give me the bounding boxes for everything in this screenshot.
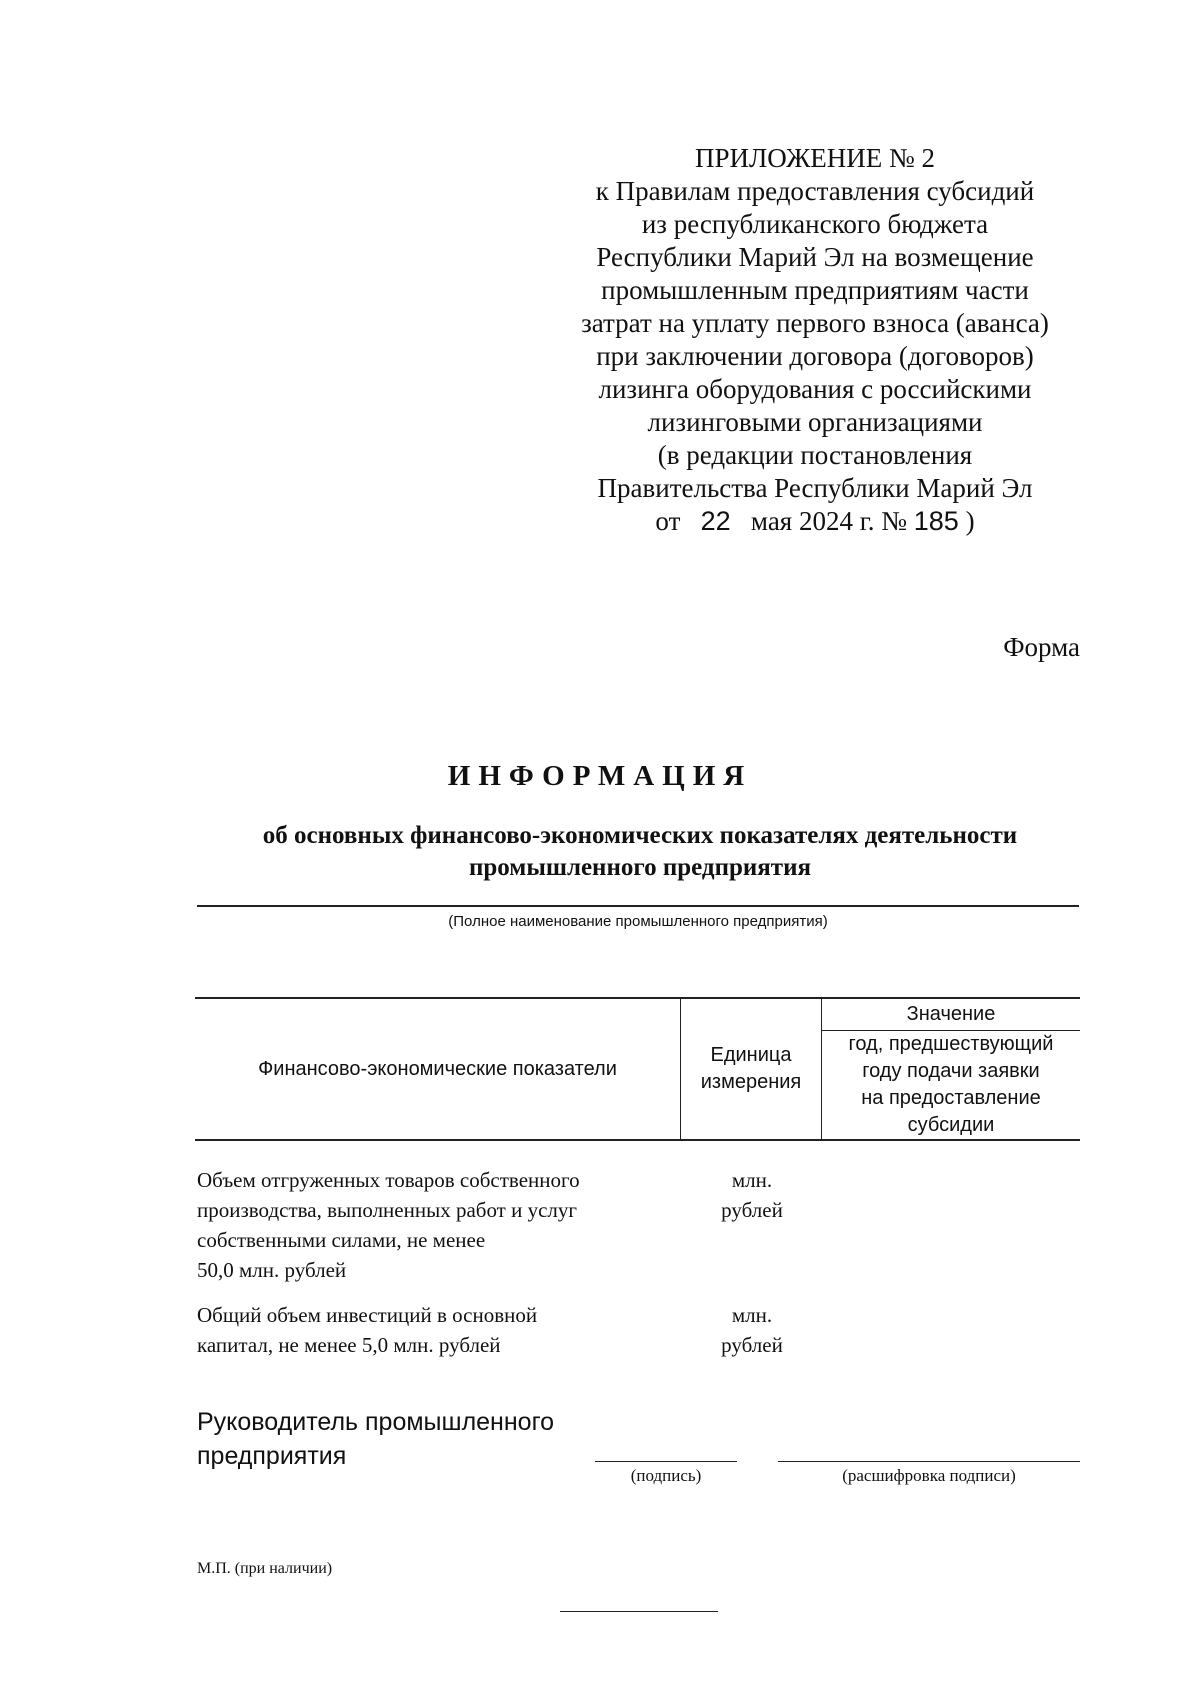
- signature-caption: (подпись): [630, 1466, 702, 1485]
- appendix-title: ПРИЛОЖЕНИЕ № 2: [694, 143, 936, 173]
- appendix-block: [560, 142, 1070, 538]
- header-indicator: Финансово-экономические показатели: [195, 998, 681, 1140]
- stamp-note: М.П. (при наличии): [197, 1560, 333, 1577]
- indicator-line: собственными силами, не менее: [197, 1228, 486, 1252]
- indicator-line: капитал, не менее 5,0 млн. рублей: [197, 1333, 501, 1357]
- header-value: Значение: [822, 998, 1081, 1031]
- unit-line: млн.: [731, 1168, 773, 1192]
- document-subtitle: [190, 820, 1090, 884]
- appendix-line: из республиканского бюджета: [641, 209, 989, 239]
- date-day: 22: [700, 506, 731, 536]
- enterprise-name-caption: (Полное наименование промышленного предприятия): [448, 913, 828, 930]
- indicator-line: 50,0 млн. рублей: [197, 1258, 347, 1282]
- date-suffix: ): [965, 506, 975, 536]
- row-indicator: [197, 1300, 657, 1360]
- document-title: ИНФОРМАЦИЯ: [447, 760, 753, 792]
- unit-line: млн.: [731, 1303, 773, 1327]
- header-year-line: субсидии: [907, 1114, 995, 1136]
- signer-title: [197, 1405, 554, 1473]
- appendix-line: лизинговыми организациями: [647, 407, 983, 437]
- row-indicator: [197, 1165, 657, 1285]
- header-year-line: на предоставление: [861, 1087, 1041, 1109]
- appendix-line: при заключении договора (договоров): [596, 341, 1034, 371]
- appendix-line: к Правилам предоставления субсидий: [595, 176, 1035, 206]
- indicators-table: [195, 997, 1080, 1141]
- decoding-caption: (расшифровка подписи): [842, 1466, 1016, 1485]
- form-label: Форма: [1003, 632, 1080, 662]
- signature-field[interactable]: [595, 1461, 737, 1462]
- row-unit: [682, 1165, 822, 1225]
- header-unit-line: измерения: [700, 1071, 802, 1093]
- row-unit: [682, 1300, 822, 1360]
- end-divider: [560, 1611, 718, 1612]
- indicator-line: Объем отгруженных товаров собственного: [197, 1168, 580, 1192]
- signer-line: Руководитель промышленного: [197, 1408, 555, 1436]
- appendix-line: Республики Марий Эл на возмещение: [596, 242, 1034, 272]
- appendix-line: затрат на уплату первого взноса (аванса): [581, 308, 1049, 338]
- header-year: [822, 1031, 1081, 1141]
- signature-decoding-field[interactable]: [778, 1461, 1080, 1462]
- signer-line: предприятия: [197, 1442, 347, 1470]
- date-month-year: мая 2024 г. №: [750, 506, 908, 536]
- appendix-line: лизинга оборудования с российскими: [598, 374, 1032, 404]
- indicator-line: Общий объем инвестиций в основной: [197, 1303, 538, 1327]
- appendix-line: Правительства Республики Марий Эл: [597, 473, 1033, 503]
- enterprise-name-field[interactable]: [197, 905, 1079, 907]
- appendix-date-line: [560, 505, 1070, 538]
- indicator-line: производства, выполненных работ и услуг: [197, 1198, 577, 1222]
- appendix-line: промышленным предприятиям части: [601, 275, 1029, 305]
- header-unit-line: Единица: [710, 1044, 792, 1066]
- subtitle-line: об основных финансово-экономических показателях деятельности: [262, 822, 1018, 849]
- header-unit: [681, 998, 822, 1140]
- unit-line: рублей: [721, 1333, 783, 1357]
- header-year-line: год, предшествующий: [848, 1033, 1054, 1055]
- subtitle-line: промышленного предприятия: [468, 854, 812, 881]
- date-prefix: от: [655, 506, 681, 536]
- header-year-line: году подачи заявки: [862, 1060, 1040, 1082]
- decree-number: 185: [913, 506, 959, 536]
- appendix-line: (в редакции постановления: [657, 440, 973, 470]
- unit-line: рублей: [721, 1198, 783, 1222]
